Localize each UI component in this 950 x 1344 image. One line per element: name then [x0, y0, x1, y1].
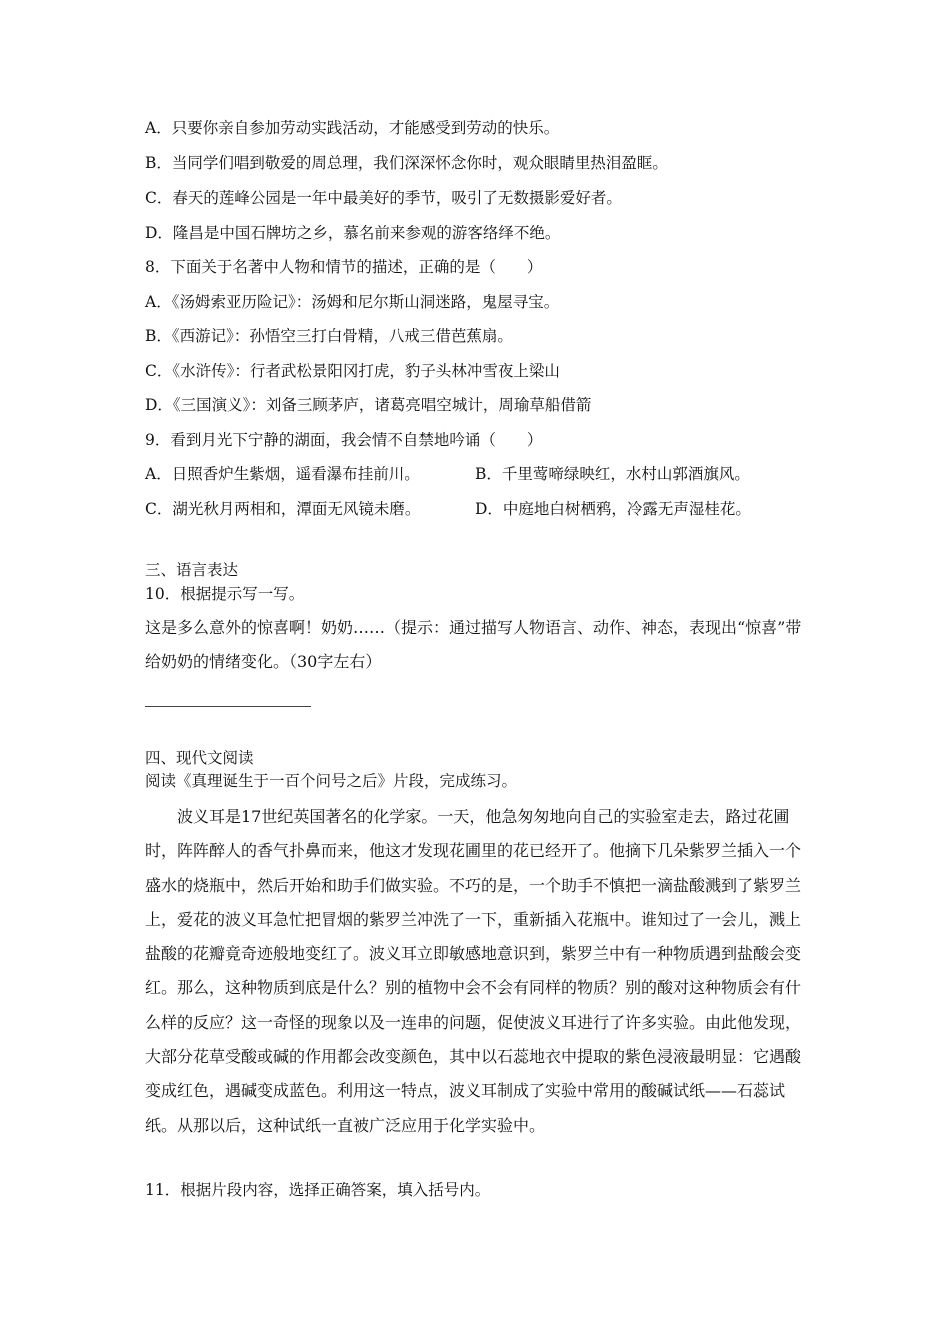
q7-option-c: C．春天的莲峰公园是一年中最美好的季节，吸引了无数摄影爱好者。	[145, 189, 622, 207]
q7-option-a: A．只要你亲自参加劳动实践活动，才能感受到劳动的快乐。	[145, 119, 560, 137]
section-3-heading: 三、语言表达	[145, 561, 239, 579]
q9-option-d: D．中庭地白树栖鸦，冷露无声湿桂花。	[475, 500, 751, 518]
q11-stem: 11．根据片段内容，选择正确答案，填入括号内。	[145, 1181, 491, 1199]
reading-instruction: 阅读《真理诞生于一百个问号之后》片段，完成练习。	[145, 772, 518, 790]
q10-prompt: 这是多么意外的惊喜啊！奶奶……（提示：通过描写人物语言、动作、神态，表现出“惊喜”带给奶奶的情绪变化。（30字左右）	[145, 618, 802, 672]
section-4-heading: 四、现代文阅读	[145, 749, 254, 767]
q7-option-d: D．隆昌是中国石牌坊之乡，慕名前来参观的游客络绎不绝。	[145, 224, 561, 242]
q7-option-b: B．当同学们唱到敬爱的周总理，我们深深怀念你时，观众眼睛里热泪盈眶。	[145, 154, 668, 172]
q9-stem: 9．看到月光下宁静的湖面，我会情不自禁地吟诵（ ）	[145, 431, 543, 449]
q8-option-b: B．《西游记》：孙悟空三打白骨精，八戒三借芭蕉扇。	[145, 327, 513, 345]
q9-option-b: B．千里莺啼绿映红，水村山郭酒旗风。	[475, 465, 750, 483]
answer-line	[145, 706, 311, 707]
q8-stem: 8．下面关于名著中人物和情节的描述，正确的是（ ）	[145, 258, 543, 276]
q9-option-a: A．日照香炉生紫烟，遥看瀑布挂前川。	[145, 465, 420, 483]
q8-option-d: D．《三国演义》：刘备三顾茅庐，诸葛亮唱空城计，周瑜草船借箭	[145, 396, 592, 414]
q9-option-c: C．湖光秋月两相和，潭面无风镜未磨。	[145, 500, 421, 518]
q8-option-a: A．《汤姆索亚历险记》：汤姆和尼尔斯山洞迷路，鬼屋寻宝。	[145, 293, 560, 311]
q8-option-c: C．《水浒传》：行者武松景阳冈打虎，豹子头林冲雪夜上梁山	[145, 362, 560, 380]
q10-stem: 10．根据提示写一写。	[145, 585, 305, 603]
reading-passage: 波义耳是17世纪英国著名的化学家。一天，他急匆匆地向自己的实验室走去，路过花圃时，阵阵醉人的香气扑鼻而来，他这才发现花圃里的花已经开了。他摘下几朵紫罗兰插入一个盛水的烧瓶中，然后开始和助手们做实验。不巧的是，一个助手不慎把一滴盐酸溅到了紫罗兰上，爱花的波义耳急忙把冒烟的紫罗兰冲洗了一下，重新插入花瓶中。谁知过了一会儿，溅上盐酸的花瓣竟奇迹般地变红了。波义耳立即敏感地意识到，紫罗兰中有一种物质遇到盐酸会变红。那么，这种物质到底是什么？别的植物中会不会有同样的物质？别的酸对这种物质会有什么样的反应？这一奇怪的现象以及一连串的问题，促使波义耳进行了许多实验。由此他发现，大部分花草受酸或碱的作用都会改变颜色，其中以石蕊地衣中提取的紫色浸液最明显：它遇酸变成红色，遇碱变成蓝色。利用这一特点，波义耳制成了实验中常用的酸碱试纸——石蕊试纸。从那以后，这种试纸一直被广泛应用于化学实验中。	[145, 807, 802, 1135]
